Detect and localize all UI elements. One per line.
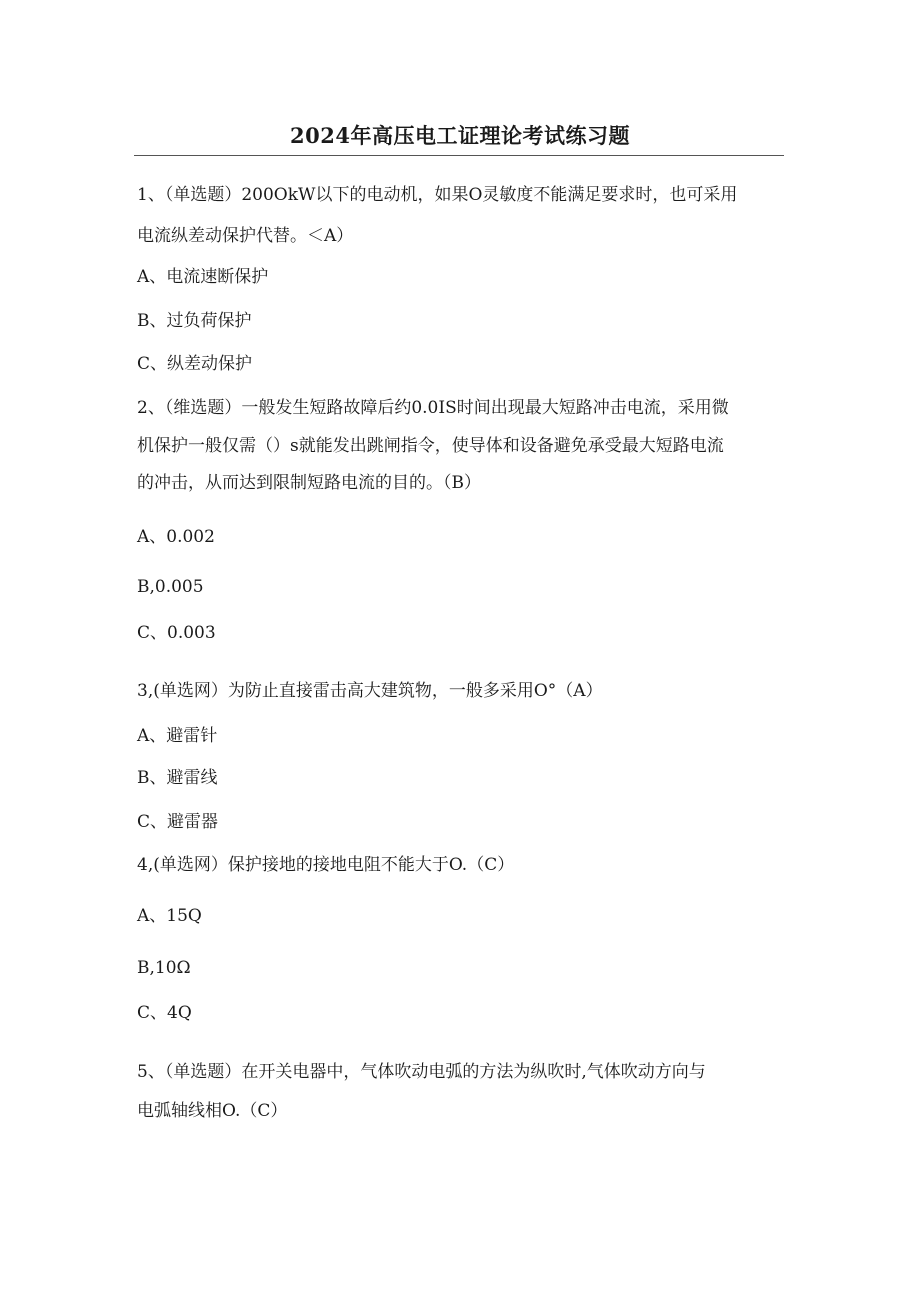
page-title: 2024年高压电工证理论考试练习题 (290, 123, 630, 148)
question-2-option-a: A、0.002 (137, 527, 215, 547)
question-4-option-c: C、4Q (137, 1003, 192, 1023)
question-1-stem-line-2: 电流纵差动保护代替。＜A） (137, 226, 354, 246)
question-3-option-b: B、避雷线 (137, 768, 218, 788)
question-1-option-c: C、纵差动保护 (137, 354, 253, 374)
question-4-option-a: A、15Q (137, 906, 202, 926)
question-1-option-b: B、过负荷保护 (137, 311, 252, 331)
question-1-option-a: A、电流速断保护 (137, 267, 269, 287)
question-1-stem-line-1: 1、（单选题）200OkW以下的电动机，如果O灵敏度不能满足要求时，也可采用 (137, 185, 738, 205)
question-5-stem-line-2: 电弧轴线相O.（C） (137, 1101, 288, 1121)
question-3-option-c: C、避雷器 (137, 812, 219, 832)
question-2-option-c: C、0.003 (137, 623, 216, 643)
question-3-option-a: A、避雷针 (137, 726, 218, 746)
question-2-stem-line-3: 的冲击，从而达到限制短路电流的目的。（B） (137, 473, 481, 493)
title-divider (134, 155, 784, 156)
question-4-option-b: B,10Ω (137, 958, 191, 978)
question-3-stem-line-1: 3,(单选网）为防止直接雷击高大建筑物，一般多采用O°（A） (137, 681, 603, 701)
question-2-stem-line-2: 机保护一般仅需（）s就能发出跳闸指令，使导体和设备避免承受最大短路电流 (137, 436, 724, 456)
question-4-stem-line-1: 4,(单选网）保护接地的接地电阻不能大于O.（C） (137, 855, 515, 875)
question-5-stem-line-1: 5、（单选题）在开关电器中，气体吹动电弧的方法为纵吹时,气体吹动方向与 (137, 1062, 706, 1082)
question-2-option-b: B,0.005 (137, 577, 204, 597)
question-2-stem-line-1: 2、（维选题）一般发生短路故障后约0.0IS时间出现最大短路冲击电流，采用微 (137, 398, 729, 418)
